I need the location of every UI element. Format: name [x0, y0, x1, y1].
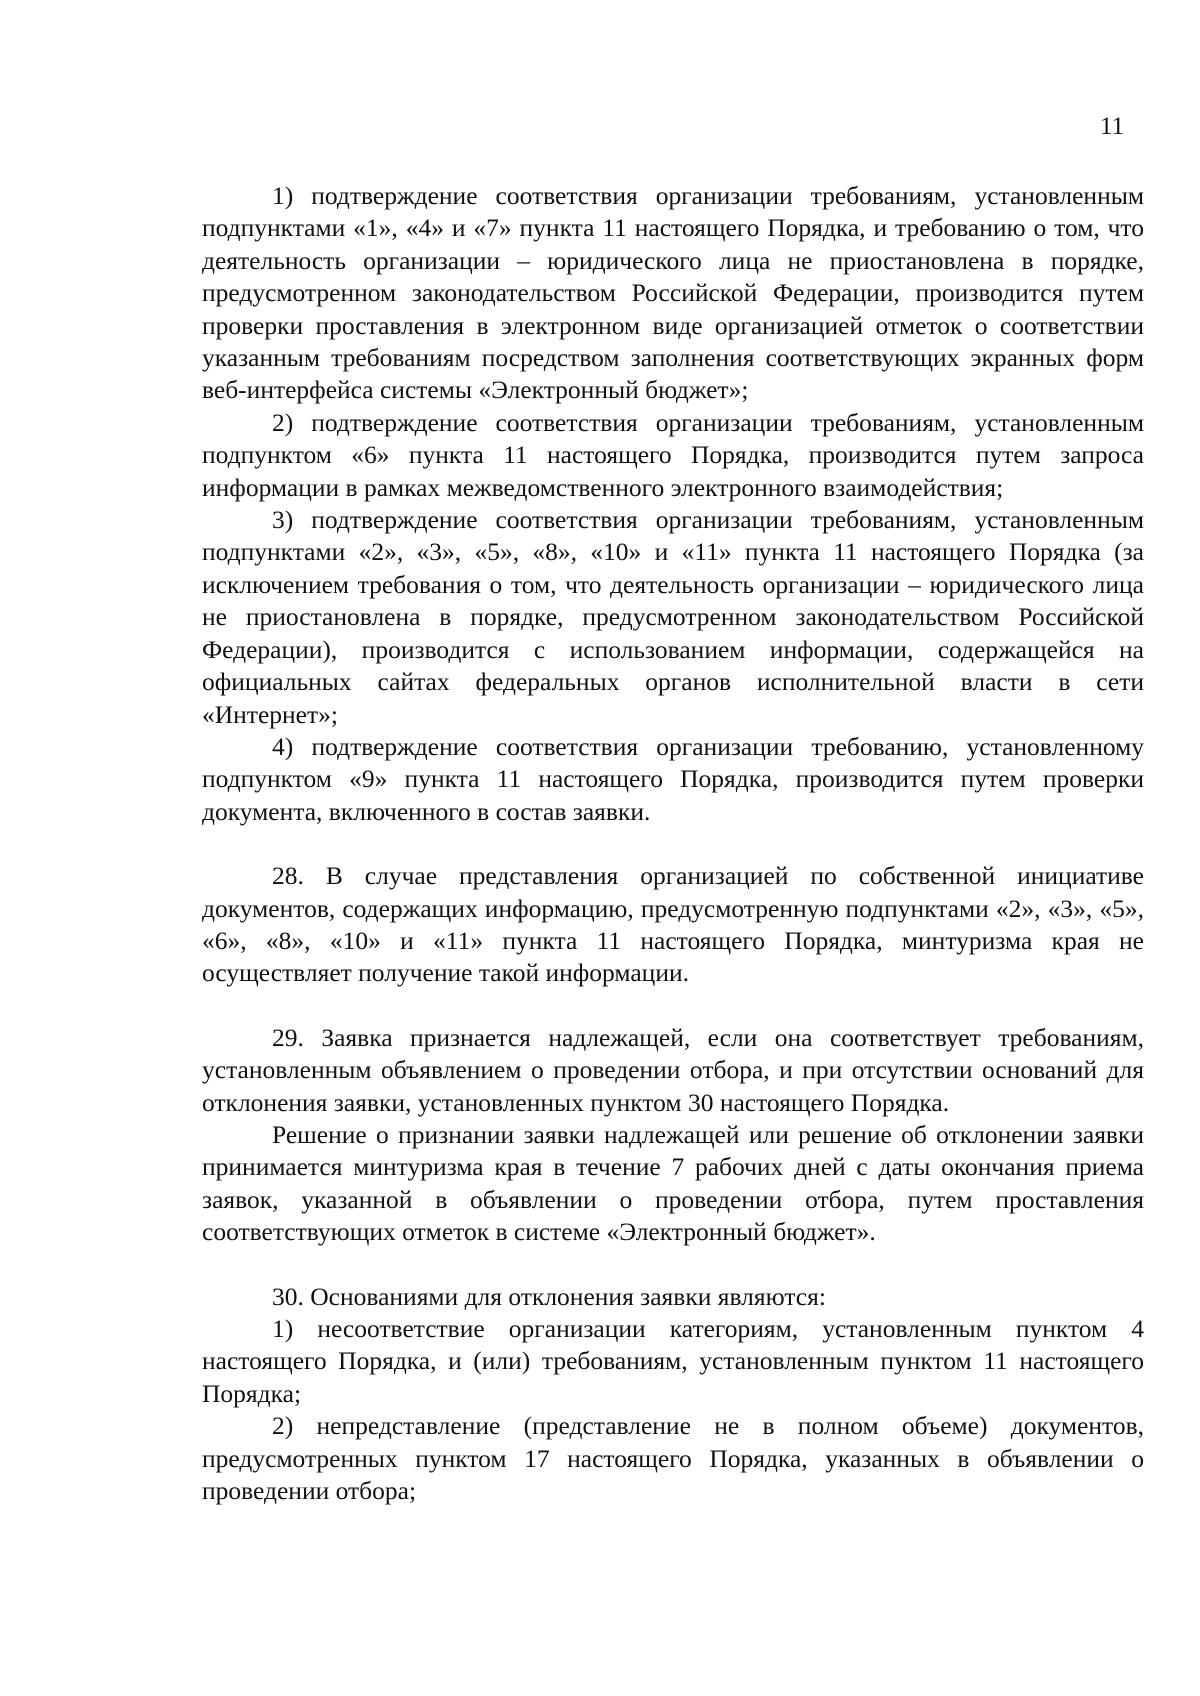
paragraph-28: 28. В случае представления организацией по собственной инициативе документов, содержащих информацию, предусмотренную подпунктами «2», «3», «5», «6», «8», «10» и «11» пункта 11 настоящего Порядка, минтуризма края не осуществляет получение такой информации. [202, 861, 1144, 988]
paragraph-27-item-1: 1) подтверждение соответствия организации требованиям, установленным подпунктами «1», «4» и «7» пункта 11 настоящего Порядка, и требованию о том, что деятельность организации – юридического лица не приостановлена в порядке, предусмотренном законодательством Российской Федерации, производится путем проверки проставления в электронном виде организацией отметок о соответствии указанным требованиям посредством заполнения соответствующих экранных форм веб-интерфейса системы «Электронный бюджет»; [202, 181, 1144, 405]
paragraph-30-heading: 30. Основаниями для отклонения заявки являются: [272, 1281, 826, 1311]
paragraph-30-item-1: 1) несоответствие организации категориям, установленным пунктом 4 настоящего Порядка, и (или) требованиям, установленным пунктом 11 настоящего Порядка; [202, 1314, 1144, 1408]
paragraph-27-item-3: 3) подтверждение соответствия организации требованиям, установленным подпунктами «2», «3», «5», «8», «10» и «11» пункта 11 настоящего Порядка (за исключением требования о том, что деятельность организации – юридического лица не приостановлена в порядке, предусмотренном законодательством Российской Федерации), производится с использованием информации, содержащейся на официальных сайтах федеральных органов исполнительной власти в сети «Интернет»; [202, 505, 1144, 729]
page-number: 11 [1100, 113, 1125, 140]
paragraph-29: 29. Заявка признается надлежащей, если она соответствует требованиям, установленным объявлением о проведении отбора, и при отсутствии оснований для отклонения заявки, установленных пунктом 30 настоящего Порядка. [202, 1022, 1144, 1117]
paragraph-27-item-4: 4) подтверждение соответствия организации требованию, установленному подпунктом «9» пункта 11 настоящего Порядка, производится путем проверки документа, включенного в состав заявки. [202, 731, 1144, 826]
paragraph-27-item-2: 2) подтверждение соответствия организации требованиям, установленным подпунктом «6» пункта 11 настоящего Порядка, производится путем запроса информации в рамках межведомственного электронного взаимодействия; [202, 407, 1144, 502]
paragraph-30-item-2: 2) непредставление (представление не в полном объеме) документов, предусмотренных пунктом 17 настоящего Порядка, указанных в объявлении о проведении отбора; [202, 1411, 1144, 1506]
document-body [202, 180, 1144, 1507]
paragraph-29-decision: Решение о признании заявки надлежащей или решение об отклонении заявки принимается минтуризма края в течение 7 рабочих дней с даты окончания приема заявок, указанной в объявлении о проведении отбора, путем проставления соответствующих отметок в системе «Электронный бюджет». [202, 1119, 1144, 1247]
